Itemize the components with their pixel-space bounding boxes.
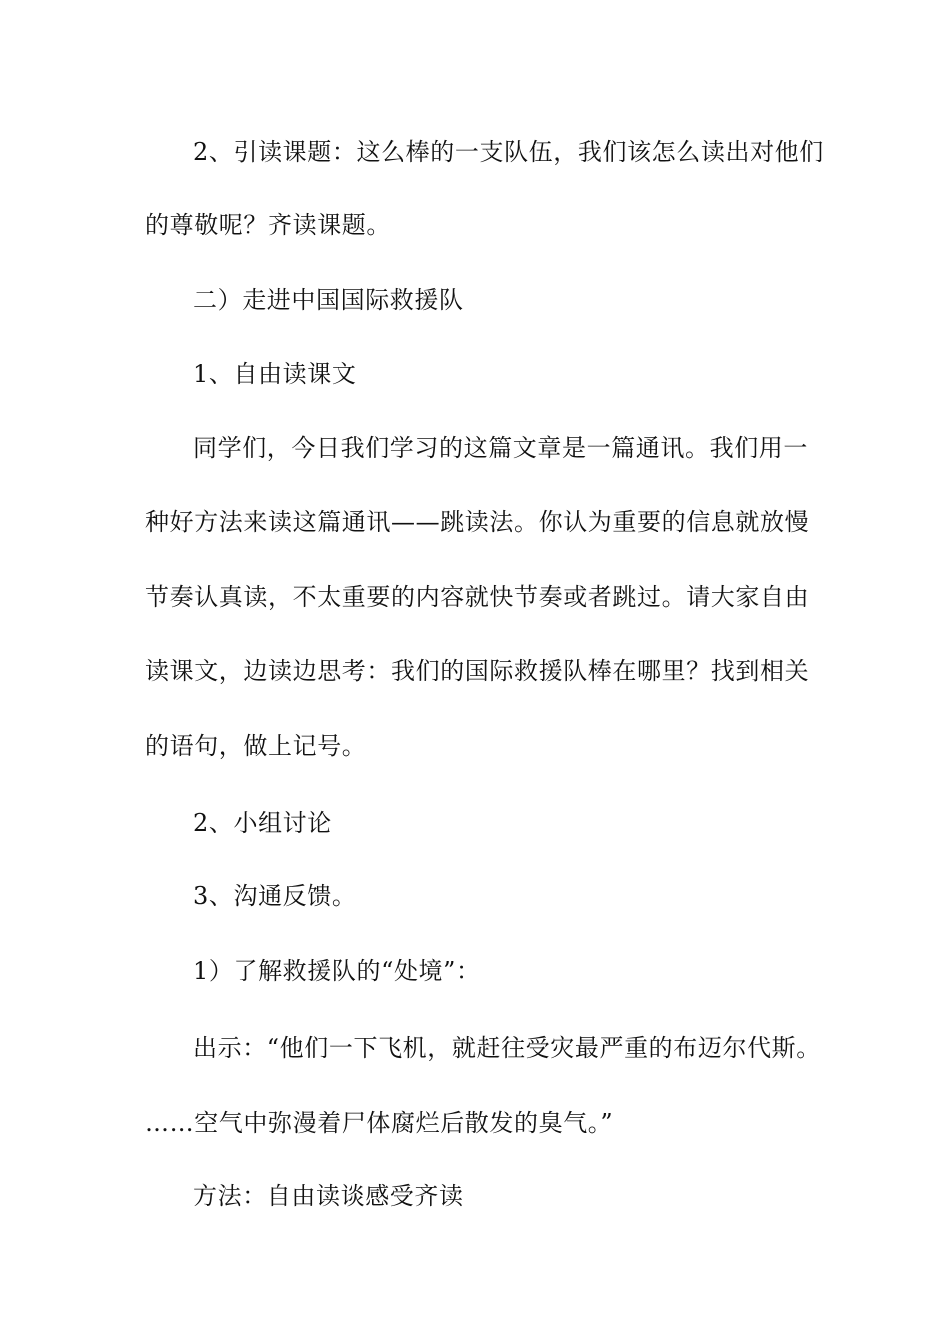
section-heading: 二）走进中国国际救援队 bbox=[193, 286, 464, 314]
quote-line: 出示：“他们一下飞机，就赶往受灾最严重的布迈尔代斯。 bbox=[193, 1034, 821, 1062]
paragraph-line: 同学们，今日我们学习的这篇文章是一篇通讯。我们用一 bbox=[193, 434, 808, 462]
step-heading: 3、沟通反馈。 bbox=[193, 882, 357, 910]
quote-line: ……空气中弥漫着尸体腐烂后散发的臭气。” bbox=[145, 1109, 614, 1137]
step-heading: 1、自由读课文 bbox=[193, 360, 357, 388]
paragraph-line: 节奏认真读，不太重要的内容就快节奏或者跳过。请大家自由 bbox=[145, 583, 810, 611]
paragraph-line: 读课文，边读边思考：我们的国际救援队棒在哪里？找到相关 bbox=[145, 657, 810, 685]
paragraph-line: 的尊敬呢？齐读课题。 bbox=[145, 211, 391, 239]
method-line: 方法：自由读谈感受齐读 bbox=[193, 1182, 464, 1210]
step-heading: 2、小组讨论 bbox=[193, 809, 332, 837]
paragraph-line: 的语句，做上记号。 bbox=[145, 732, 367, 760]
paragraph-line: 2、引读课题：这么棒的一支队伍，我们该怎么读出对他们 bbox=[193, 138, 824, 166]
paragraph-line: 种好方法来读这篇通讯——跳读法。你认为重要的信息就放慢 bbox=[145, 508, 810, 536]
sub-step-heading: 1）了解救援队的“处境”： bbox=[193, 957, 481, 985]
